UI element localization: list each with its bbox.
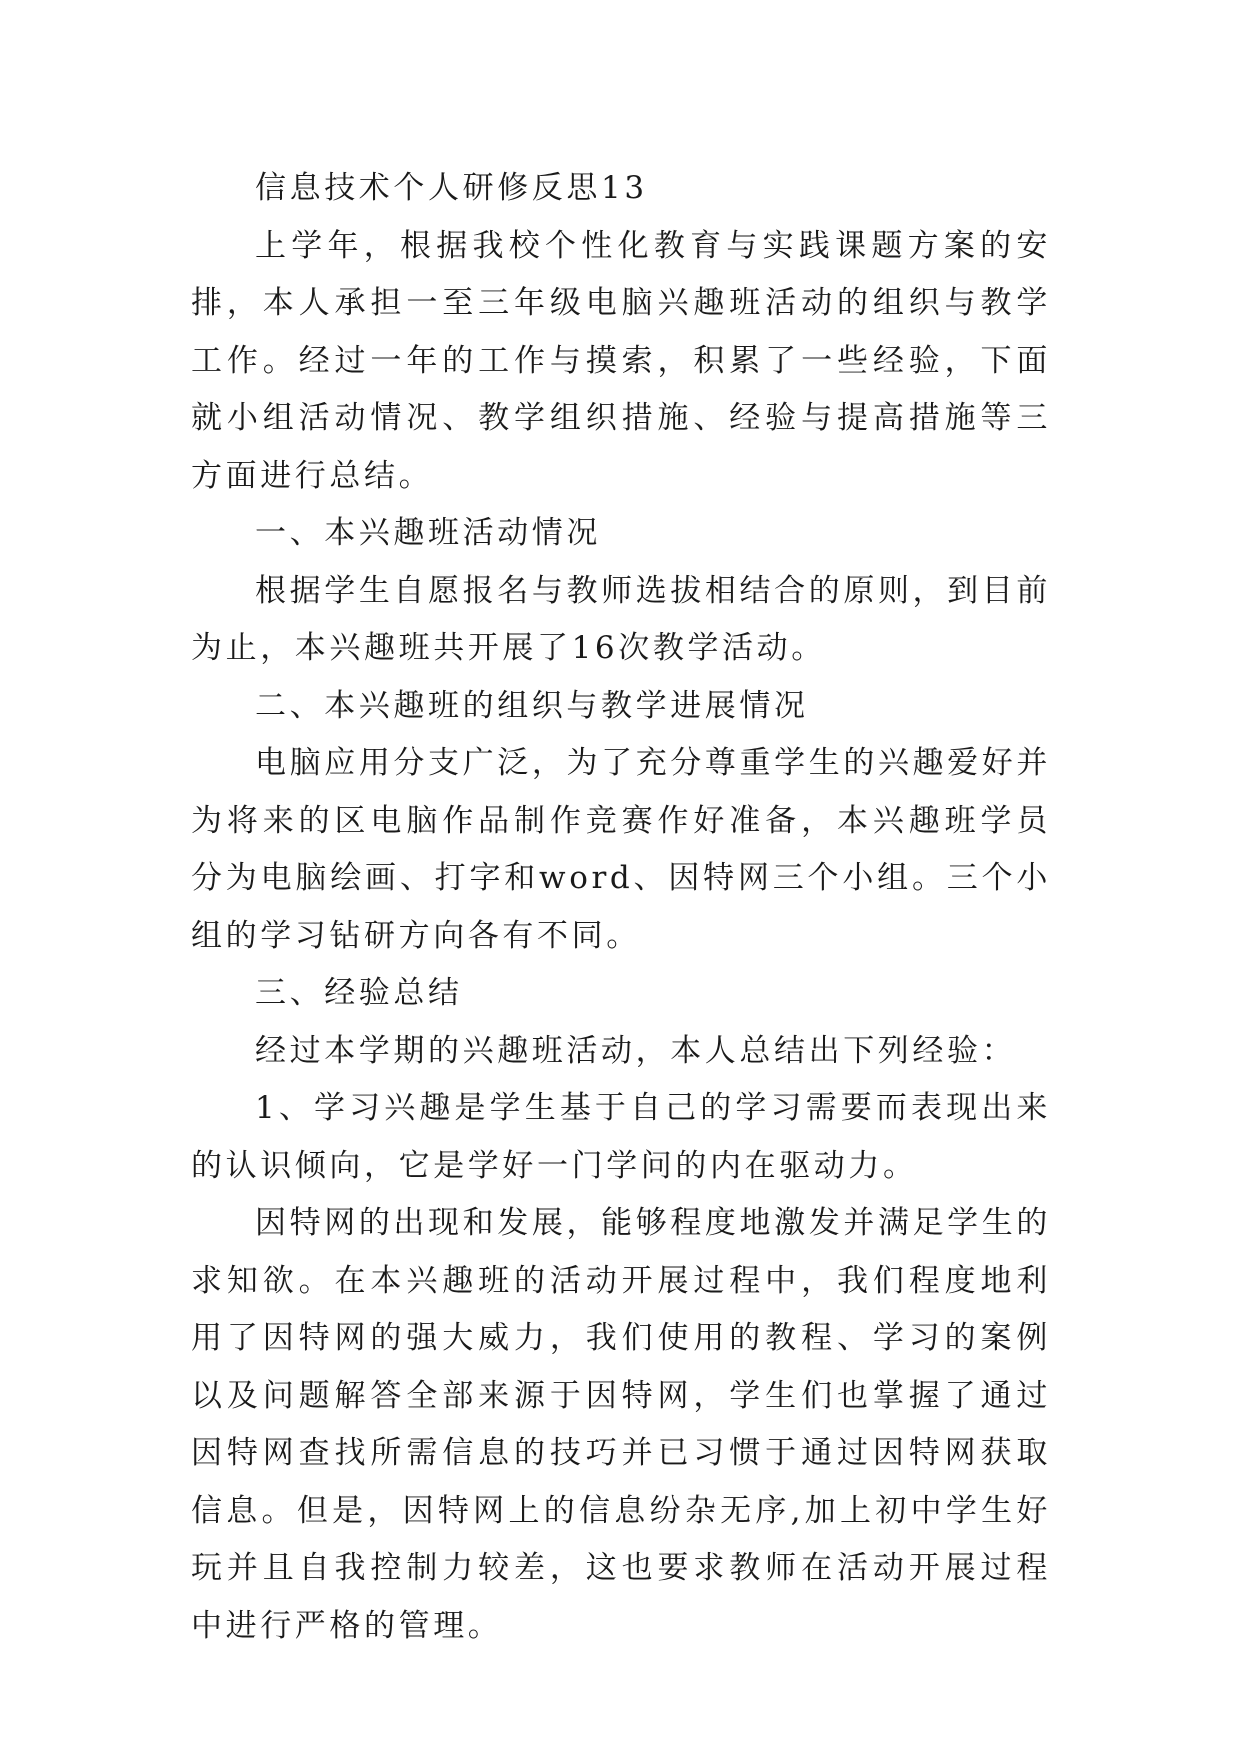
paragraph-section-3-intro: 经过本学期的兴趣班活动，本人总结出下列经验： bbox=[255, 1032, 1017, 1069]
section-heading-2: 二、本兴趣班的组织与教学进展情况 bbox=[255, 687, 809, 724]
document-title: 信息技术个人研修反思13 bbox=[255, 170, 648, 206]
paragraph-intro: 上学年，根据我校个性化教育与实践课题方案的安排，本人承担一至三年级电脑兴趣班活动的组织与教学工作。经过一年的工作与摸索，积累了一些经验，下面就小组活动情况、教学组织措施、经验与提高措施等三方面进行总结。 bbox=[191, 227, 1051, 494]
paragraph-section-1: 根据学生自愿报名与教师选拔相结合的原则，到目前为止，本兴趣班共开展了16次教学活动。 bbox=[191, 572, 1051, 666]
document-body bbox=[191, 160, 1051, 1655]
paragraph-section-2: 电脑应用分支广泛，为了充分尊重学生的兴趣爱好并为将来的区电脑作品制作竞赛作好准备，本兴趣班学员分为电脑绘画、打字和word、因特网三个小组。三个小组的学习钻研方向各有不同。 bbox=[191, 745, 1051, 954]
section-heading-3: 三、经验总结 bbox=[255, 975, 463, 1011]
paragraph-internet: 因特网的出现和发展，能够程度地激发并满足学生的求知欲。在本兴趣班的活动开展过程中，我们程度地利用了因特网的强大威力，我们使用的教程、学习的案例以及问题解答全部来源于因特网，学生们也掌握了通过因特网查找所需信息的技巧并已习惯于通过因特网获取信息。但是，因特网上的信息纷杂无序,加上初中学生好玩并且自我控制力较差，这也要求教师在活动开展过程中进行严格的管理。 bbox=[191, 1205, 1051, 1644]
paragraph-experience-1: 1、学习兴趣是学生基于自己的学习需要而表现出来的认识倾向，它是学好一门学问的内在驱动力。 bbox=[191, 1090, 1051, 1184]
section-heading-1: 一、本兴趣班活动情况 bbox=[255, 515, 601, 551]
